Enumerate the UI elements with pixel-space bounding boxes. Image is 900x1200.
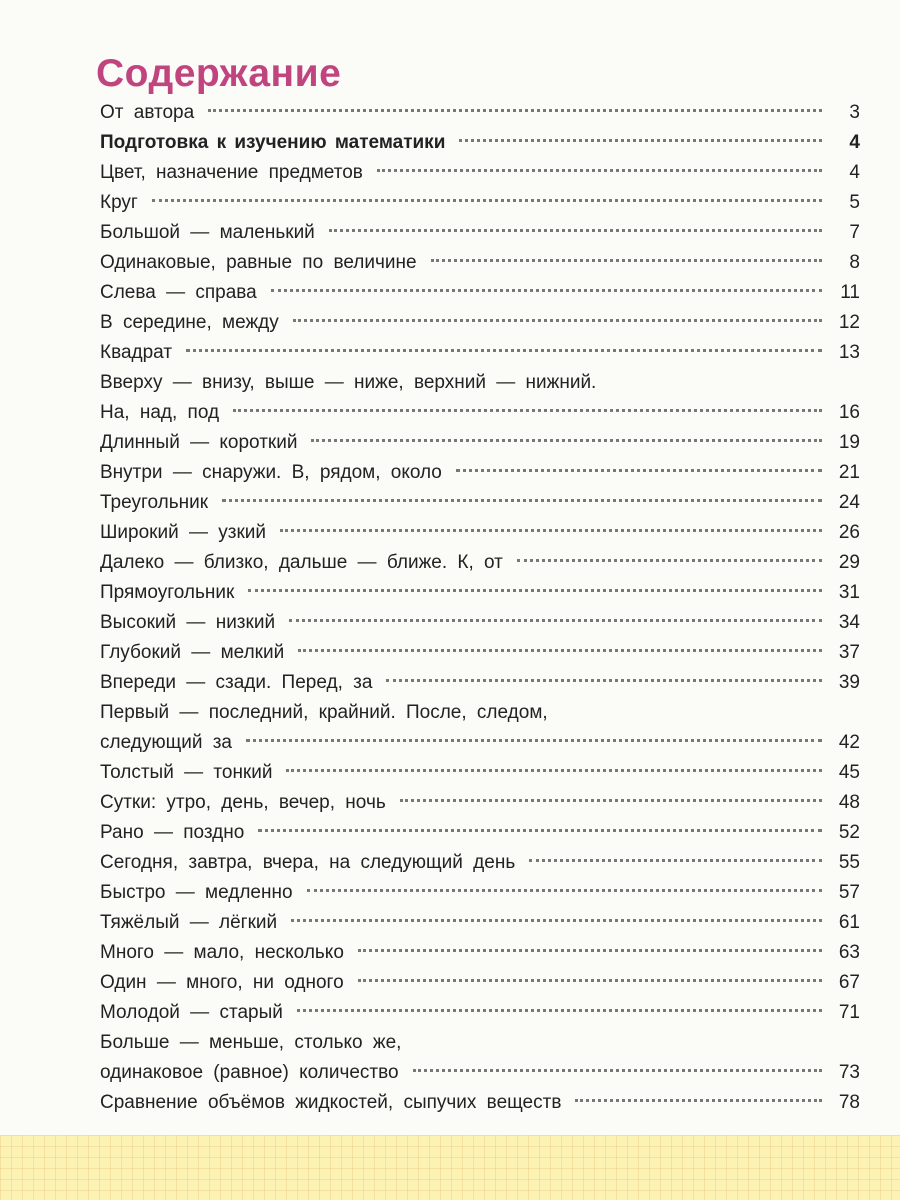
toc-entry-page-number: 7	[849, 222, 860, 243]
toc-entry-row	[100, 968, 860, 998]
toc-entry-label: Большой — маленький	[100, 222, 315, 243]
toc-entry-label-line1: Вверху — внизу, выше — ниже, верхний — нижний.	[100, 372, 597, 393]
toc-entry-label: Широкий — узкий	[100, 522, 267, 543]
toc-entry	[100, 548, 860, 578]
toc-entry	[100, 458, 860, 488]
toc-entry-label: Одинаковые, равные по величине	[100, 252, 417, 273]
dot-leader	[293, 319, 822, 322]
toc-entry-row	[100, 788, 860, 818]
toc-entry-row	[100, 668, 860, 698]
toc-entry-row	[100, 398, 860, 428]
toc-entry-label: Молодой — старый	[100, 1002, 283, 1023]
toc-entry-label: От автора	[100, 102, 195, 123]
dot-leader	[431, 259, 822, 262]
toc-entry-row	[100, 458, 860, 488]
dot-leader	[307, 889, 822, 892]
toc-entry-row	[100, 818, 860, 848]
toc-entry-page-number: 67	[838, 972, 860, 993]
dot-leader	[311, 439, 822, 442]
toc-entry-row	[100, 908, 860, 938]
dot-leader	[258, 829, 822, 832]
toc-entry-label-line1: Первый — последний, крайний. После, следом,	[100, 702, 548, 723]
dot-leader	[456, 469, 822, 472]
toc-entry	[100, 668, 860, 698]
toc-entry	[100, 908, 860, 938]
toc-entry-label: Высокий — низкий	[100, 612, 276, 633]
toc-entry	[100, 1028, 860, 1088]
dot-leader	[248, 589, 822, 592]
toc-entry	[100, 128, 860, 158]
toc-entry-label: Цвет, назначение предметов	[100, 162, 363, 183]
toc-entry-label: Прямоугольник	[100, 582, 235, 603]
toc-entry-label: На, над, под	[100, 402, 220, 423]
toc-entry-row	[100, 278, 860, 308]
toc-entry-label: Далеко — близко, дальше — ближе. К, от	[100, 552, 503, 573]
dot-leader	[152, 199, 822, 202]
toc-entry	[100, 638, 860, 668]
toc-entry-row	[100, 998, 860, 1028]
toc-entry	[100, 218, 860, 248]
dot-leader	[329, 229, 822, 232]
dot-leader	[386, 679, 822, 682]
toc-entry-row	[100, 248, 860, 278]
toc-entry	[100, 758, 860, 788]
toc-entry-row	[100, 488, 860, 518]
toc-entry-label: Квадрат	[100, 342, 173, 363]
dot-leader	[575, 1099, 822, 1102]
toc-entry	[100, 1088, 860, 1118]
toc-entry-row	[100, 188, 860, 218]
toc-entry-page-number: 19	[838, 432, 860, 453]
toc-entry-row	[100, 98, 860, 128]
toc-entry-label: Тяжёлый — лёгкий	[100, 912, 278, 933]
toc-entry-page-number: 31	[838, 582, 860, 603]
toc-entry	[100, 608, 860, 638]
toc-entry-label: следующий за	[100, 732, 232, 753]
toc-entry	[100, 878, 860, 908]
toc-entry-page-number: 4	[849, 132, 860, 153]
toc-entry	[100, 998, 860, 1028]
dot-leader	[186, 349, 822, 352]
toc-entry-row	[100, 428, 860, 458]
toc-entry	[100, 248, 860, 278]
toc-entry-page-number: 45	[838, 762, 860, 783]
toc-entry-row	[100, 308, 860, 338]
toc-entry-label: Сутки: утро, день, вечер, ночь	[100, 792, 386, 813]
toc-entry	[100, 278, 860, 308]
toc-entry-page-number: 71	[838, 1002, 860, 1023]
toc-entry	[100, 98, 860, 128]
toc-entry-row	[100, 218, 860, 248]
toc-entry-row	[100, 158, 860, 188]
dot-leader	[291, 919, 822, 922]
toc-entry-label: Глубокий — мелкий	[100, 642, 285, 663]
toc-entry-row	[100, 758, 860, 788]
toc-entry	[100, 338, 860, 368]
dot-leader	[400, 799, 822, 802]
toc-entry-label: одинаковое (равное) количество	[100, 1062, 399, 1083]
toc-entry-label: Рано — поздно	[100, 822, 245, 843]
toc-entry	[100, 698, 860, 758]
toc-entry-row	[100, 878, 860, 908]
dot-leader	[297, 1009, 822, 1012]
toc-entry-row	[100, 128, 860, 158]
toc-entry-page-number: 4	[849, 162, 860, 183]
toc-entry-page-number: 63	[838, 942, 860, 963]
toc-entry-label: В середине, между	[100, 312, 279, 333]
toc-entry-page-number: 37	[838, 642, 860, 663]
toc-entry-row	[100, 848, 860, 878]
toc-entry-row	[100, 938, 860, 968]
toc-entry-page-number: 24	[838, 492, 860, 513]
page-title: Содержание	[96, 52, 342, 95]
dot-leader	[413, 1069, 822, 1072]
toc-entry-page-number: 61	[838, 912, 860, 933]
toc-entry-page-number: 13	[838, 342, 860, 363]
dot-leader	[208, 109, 822, 112]
toc-entry-page-number: 16	[838, 402, 860, 423]
toc-entry-page-number: 78	[838, 1092, 860, 1113]
toc-entry-row	[100, 548, 860, 578]
toc-entry-page-number: 29	[838, 552, 860, 573]
toc-entry-label-line1: Больше — меньше, столько же,	[100, 1032, 402, 1053]
toc-entry-row	[100, 338, 860, 368]
toc-entry	[100, 818, 860, 848]
toc-entry	[100, 368, 860, 428]
toc-entry-label: Слева — справа	[100, 282, 257, 303]
toc-entry-page-number: 8	[849, 252, 860, 273]
toc-entry	[100, 188, 860, 218]
toc-entry	[100, 308, 860, 338]
graph-paper-strip	[0, 1135, 900, 1200]
toc-entry-label: Сравнение объёмов жидкостей, сыпучих веществ	[100, 1092, 562, 1113]
toc-entry-row	[100, 518, 860, 548]
toc-entry-row	[100, 578, 860, 608]
toc-entry-label: Много — мало, несколько	[100, 942, 344, 963]
toc-entry-label: Сегодня, завтра, вчера, на следующий день	[100, 852, 516, 873]
toc-entry-row	[100, 608, 860, 638]
toc-entry-label: Быстро — медленно	[100, 882, 293, 903]
toc-entry-page-number: 11	[840, 282, 860, 303]
toc-entry-label: Длинный — короткий	[100, 432, 298, 453]
toc-entry-page-number: 42	[838, 732, 860, 753]
toc-entry	[100, 488, 860, 518]
dot-leader	[271, 289, 822, 292]
toc-entry	[100, 578, 860, 608]
toc-entry-page-number: 26	[838, 522, 860, 543]
toc-entry-page-number: 34	[838, 612, 860, 633]
toc-entry	[100, 848, 860, 878]
toc-entry-label: Толстый — тонкий	[100, 762, 273, 783]
toc-entry-label: Треугольник	[100, 492, 209, 513]
table-of-contents	[100, 98, 860, 1118]
dot-leader	[233, 409, 822, 412]
toc-entry	[100, 518, 860, 548]
dot-leader	[517, 559, 822, 562]
dot-leader	[298, 649, 822, 652]
toc-entry-page-number: 3	[849, 102, 860, 123]
dot-leader	[459, 139, 822, 142]
dot-leader	[529, 859, 822, 862]
dot-leader	[358, 979, 822, 982]
toc-entry	[100, 788, 860, 818]
toc-entry-page-number: 48	[838, 792, 860, 813]
toc-entry-label: Внутри — снаружи. В, рядом, около	[100, 462, 442, 483]
dot-leader	[377, 169, 822, 172]
toc-entry-page-number: 73	[838, 1062, 860, 1083]
toc-entry-row	[100, 728, 860, 758]
toc-entry-label: Круг	[100, 192, 138, 213]
dot-leader	[246, 739, 822, 742]
toc-entry-page-number: 12	[838, 312, 860, 333]
dot-leader	[280, 529, 822, 532]
toc-entry-page-number: 39	[838, 672, 860, 693]
dot-leader	[286, 769, 822, 772]
dot-leader	[289, 619, 822, 622]
toc-entry-page-number: 57	[838, 882, 860, 903]
dot-leader	[222, 499, 822, 502]
toc-entry-page-number: 5	[849, 192, 860, 213]
toc-entry	[100, 938, 860, 968]
toc-entry-page-number: 55	[838, 852, 860, 873]
toc-entry	[100, 968, 860, 998]
toc-entry-row	[100, 1088, 860, 1118]
toc-entry-label: Подготовка к изучению математики	[100, 132, 446, 153]
toc-entry-page-number: 52	[838, 822, 860, 843]
toc-entry-row	[100, 1058, 860, 1088]
toc-entry	[100, 428, 860, 458]
dot-leader	[358, 949, 822, 952]
toc-entry	[100, 158, 860, 188]
toc-entry-row	[100, 638, 860, 668]
toc-entry-label: Впереди — сзади. Перед, за	[100, 672, 373, 693]
toc-entry-label: Один — много, ни одного	[100, 972, 344, 993]
toc-entry-page-number: 21	[838, 462, 860, 483]
